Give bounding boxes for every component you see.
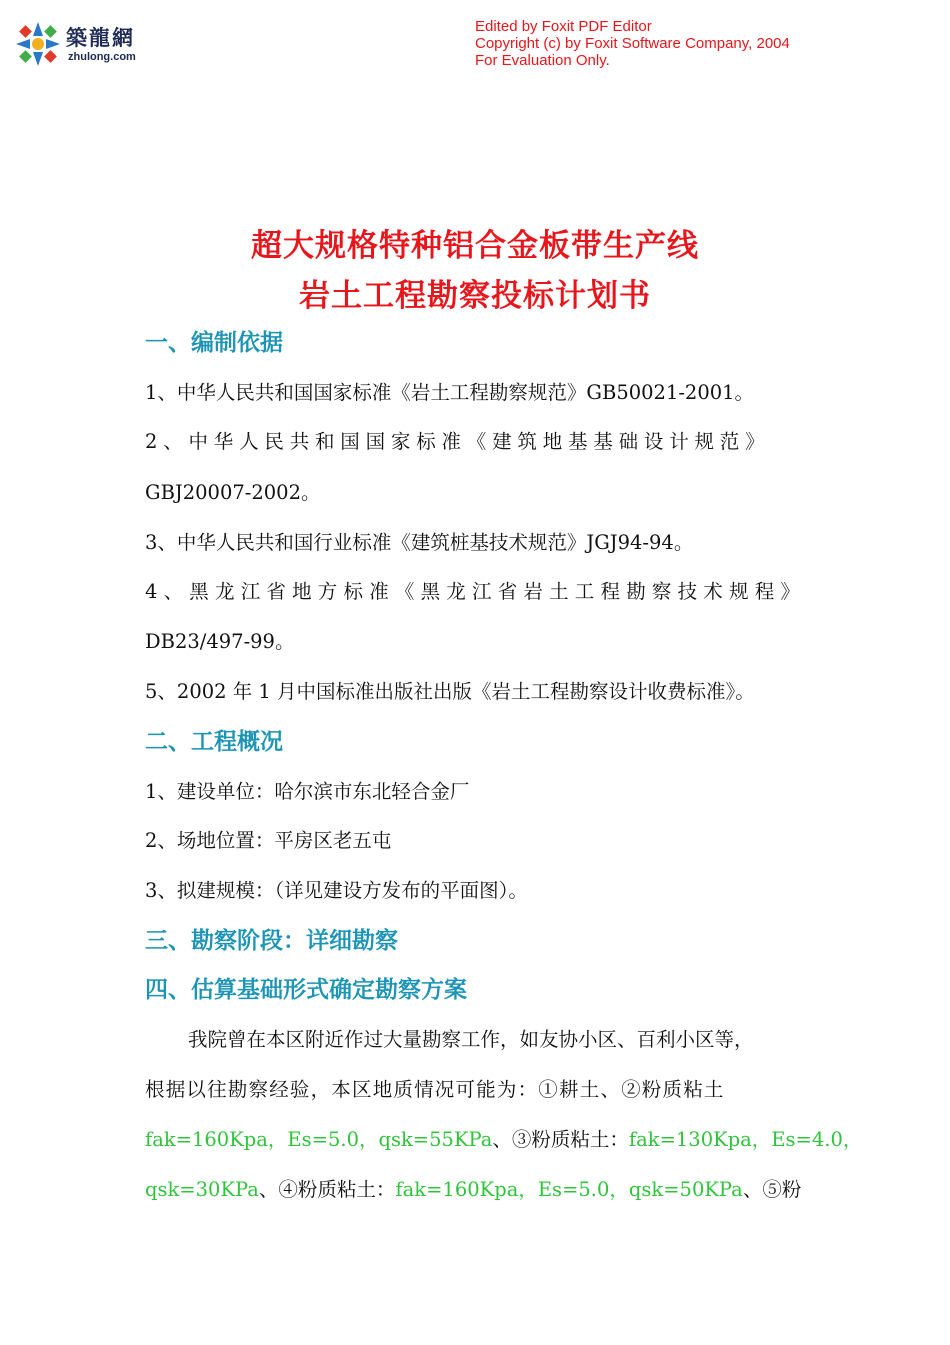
section-1-heading: 一、编制依据: [145, 330, 283, 356]
watermark-line-1: Edited by Foxit PDF Editor: [475, 18, 652, 35]
soil-layer-3-label: 、③粉质粘土：: [492, 1128, 629, 1151]
soil-param-layer-2: fak=160Kpa，Es=5.0，qsk=55KPa: [145, 1128, 493, 1151]
logo-name: 築龍網: [66, 26, 135, 50]
zhulong-logo: [14, 18, 164, 70]
section-4-heading: 四、估算基础形式确定勘察方案: [145, 977, 467, 1003]
section-4-paragraph-line-2: 根据以往勘察经验，本区地质情况可能为：①耕土、②粉质粘土: [145, 1078, 725, 1101]
soil-param-layer-4: fak=160Kpa，Es=5.0，qsk=50KPa: [395, 1178, 743, 1201]
watermark-line-3: For Evaluation Only.: [475, 52, 610, 69]
logo-url: zhulong.com: [68, 51, 136, 63]
section-1-item-1: 1、中华人民共和国国家标准《岩土工程勘察规范》GB50021-2001。: [145, 381, 755, 404]
foxit-watermark: [475, 18, 790, 69]
watermark-line-2: Copyright (c) by Foxit Software Company, 2004: [475, 35, 790, 52]
section-4-paragraph-line-4: [145, 1174, 801, 1202]
soil-layer-5-label: 、⑤粉: [742, 1178, 802, 1201]
section-2-item-2: 2、场地位置：平房区老五屯: [145, 829, 392, 852]
soil-layer-4-label: 、④粉质粘土：: [258, 1178, 396, 1201]
section-4-paragraph-line-3: [145, 1124, 862, 1152]
section-2-item-1: 1、建设单位：哈尔滨市东北轻合金厂: [145, 780, 470, 803]
soil-param-layer-3b: qsk=30KPa: [145, 1178, 259, 1201]
section-1-item-2-line-2: GBJ20007-2002。: [145, 481, 321, 504]
section-1-item-4-line-1: 4、黑龙江省地方标准《黑龙江省岩土工程勘察技术规程》: [145, 580, 807, 603]
section-4-paragraph-line-1: 我院曾在本区附近作过大量勘察工作，如友协小区、百利小区等，: [188, 1028, 754, 1051]
section-1-item-4-line-2: DB23/497-99。: [145, 630, 295, 653]
soil-param-layer-3a: fak=130Kpa，Es=4.0，: [628, 1128, 863, 1151]
section-2-item-3: 3、拟建规模：（详见建设方发布的平面图）。: [145, 879, 528, 902]
section-2-heading: 二、工程概况: [145, 729, 283, 755]
section-1-item-2-line-1: 2、中华人民共和国国家标准《建筑地基基础设计规范》: [145, 430, 771, 453]
document-title-line-2: 岩土工程勘察投标计划书: [299, 278, 651, 314]
section-1-item-3: 3、中华人民共和国行业标准《建筑桩基技术规范》JGJ94-94。: [145, 531, 694, 554]
section-3-heading: 三、勘察阶段：详细勘察: [145, 928, 398, 954]
zhulong-logo-icon: [14, 20, 62, 68]
section-1-item-5: 5、2002 年 1 月中国标准出版社出版《岩土工程勘察设计收费标准》。: [145, 680, 755, 703]
document-title-line-1: 超大规格特种铝合金板带生产线: [251, 228, 699, 264]
